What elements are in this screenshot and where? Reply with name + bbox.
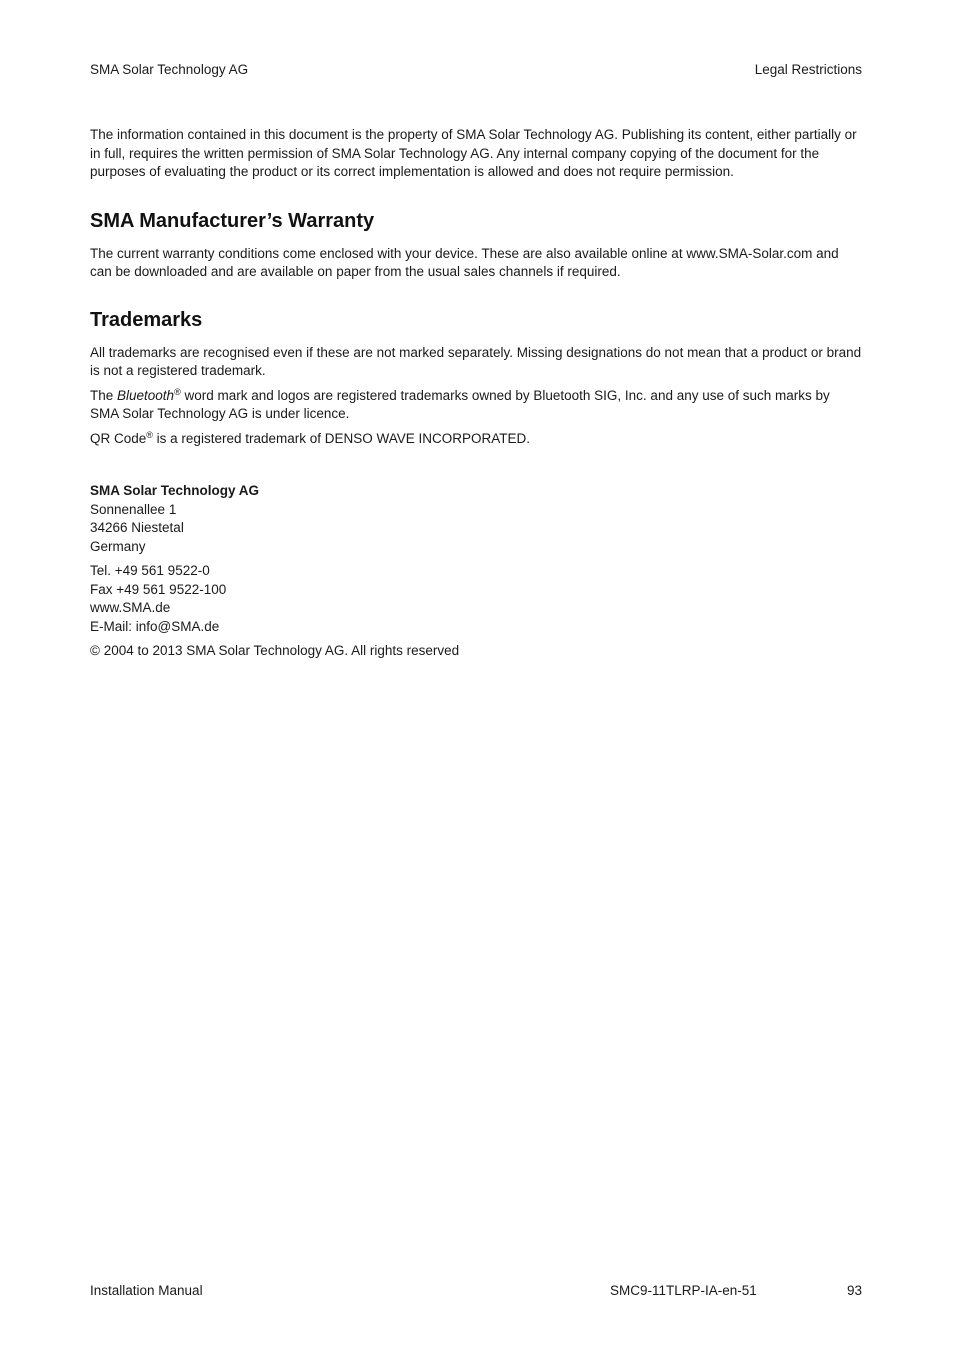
trademarks-paragraph-2 — [90, 387, 862, 424]
warranty-paragraph: The current warranty conditions come enclosed with your device. These are also available online at www.SMA-Solar.com and can be downloaded and are available on paper from the usual sales channels if required. — [90, 245, 839, 279]
page-number: 93 — [846, 1283, 862, 1298]
qr-code-brand: QR Code — [90, 430, 147, 446]
page-content — [90, 126, 862, 661]
company-tel: Tel. +49 561 9522-0 — [90, 563, 210, 578]
trademarks-paragraph-1: All trademarks are recognised even if these are not marked separately. Missing designations do not mean that a product or brand is not a registered trademark. — [90, 344, 862, 378]
bluetooth-text: word mark and logos are registered trademarks owned by Bluetooth SIG, Inc. and any use of such marks by SMA Solar Technology AG is under licence. — [90, 387, 830, 421]
company-email: E-Mail: info@SMA.de — [90, 618, 220, 634]
intro-paragraph: The information contained in this document is the property of SMA Solar Technology AG. Publishing its content, either partially or in full, requires the written permission of SMA Solar Technology AG. Any internal company copying of the document for the purposes of evaluating the product or its correct implementation is allowed and does not require permission. — [90, 127, 857, 179]
company-street: Sonnenallee 1 — [90, 501, 177, 517]
bluetooth-brand: Bluetooth — [117, 387, 175, 403]
copyright: © 2004 to 2013 SMA Solar Technology AG. All rights reserved — [90, 643, 460, 658]
bluetooth-prefix: The — [90, 387, 118, 403]
warranty-heading: SMA Manufacturer’s Warranty — [90, 209, 375, 232]
company-fax: Fax +49 561 9522-100 — [90, 581, 227, 597]
qr-code-text: is a registered trademark of DENSO WAVE INCORPORATED. — [152, 430, 531, 446]
company-country: Germany — [90, 538, 146, 554]
footer-document-id: SMC9-11TLRP-IA-en-51 — [610, 1283, 757, 1298]
footer-manual-title: Installation Manual — [90, 1283, 203, 1298]
company-web: www.SMA.de — [90, 600, 171, 615]
registered-mark: ® — [174, 386, 181, 397]
header-section: Legal Restrictions — [754, 62, 862, 77]
company-address — [90, 482, 862, 661]
company-city: 34266 Niestetal — [90, 520, 184, 535]
registered-mark: ® — [146, 429, 153, 440]
trademarks-heading: Trademarks — [90, 308, 203, 331]
company-name: SMA Solar Technology AG — [90, 483, 260, 498]
trademarks-paragraph-3 — [90, 430, 862, 449]
header-company: SMA Solar Technology AG — [90, 62, 249, 77]
page-header — [90, 62, 862, 77]
